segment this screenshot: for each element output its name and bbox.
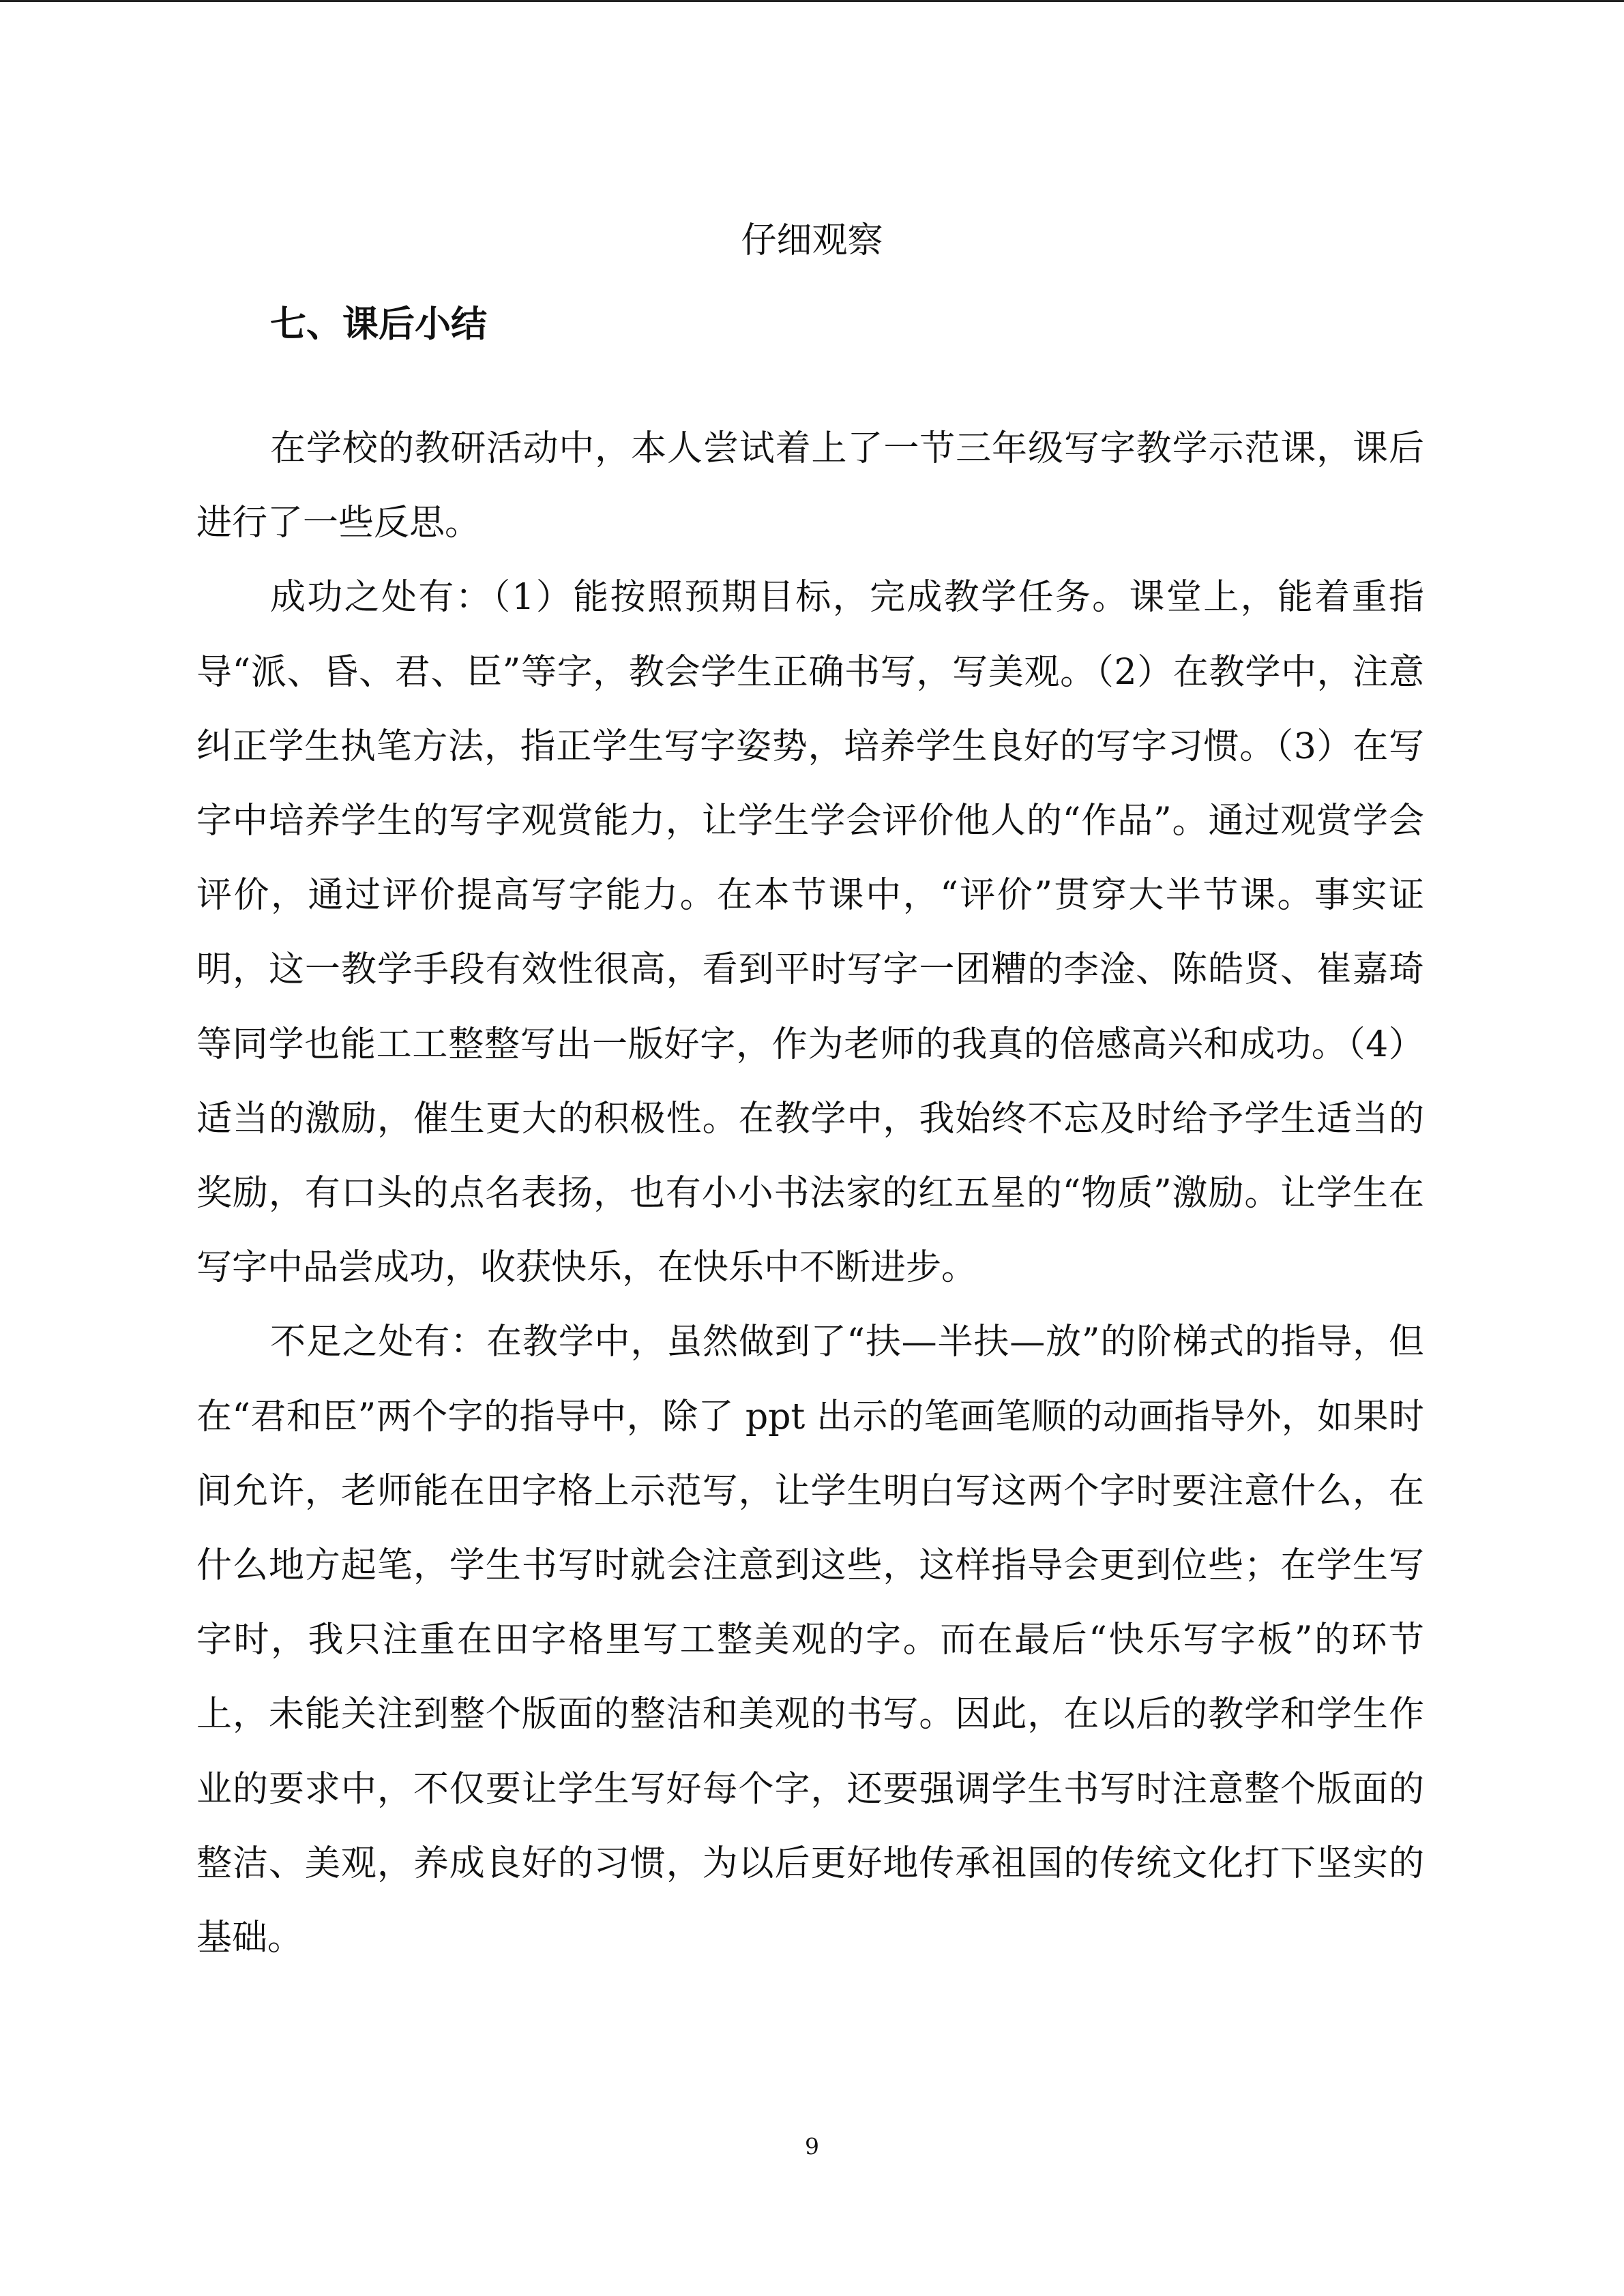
section-subtitle: 仔细观察 [741,220,883,261]
paragraph-intro: 在学校的教研活动中，本人尝试着上了一节三年级写字教学示范课，课后进行了一些反思。 [196,428,1424,544]
paragraph-strengths: 成功之处有：（1）能按照预期目标，完成教学任务。课堂上，能着重指导“派、昏、君、臣”等字，教会学生正确书写，写美观。（2）在教学中，注意纠正学生执笔方法，指正学生写字姿势，培养学生良好的写字习惯。（3）在写字中培养学生的写字观赏能力，让学生学会评价他人的“作品”。通过观赏学会评价，通过评价提高写字能力。在本节课中，“评价”贯穿大半节课。事实证明，这一教学手段有效性很高，看到平时写字一团糟的李淦、陈皓贤、崔嘉琦等同学也能工工整整写出一版好字，作为老师的我真的倍感高兴和成功。（4）适当的激励，催生更大的积极性。在教学中，我始终不忘及时给予学生适当的奖励，有口头的点名表扬，也有小小书法家的红五星的“物质”激励。让学生在写字中品尝成功，收获快乐，在快乐中不断进步。 [196,577,1424,1289]
paragraph-shortcomings: 不足之处有：在教学中，虽然做到了“扶—半扶—放”的阶梯式的指导，但在“君和臣”两个字的指导中，除了 ppt 出示的笔画笔顺的动画指导外，如果时间允许，老师能在田字格上示范写，让学生明白写这两个字时要注意什么，在什么地方起笔，学生书写时就会注意到这些，这样指导会更到位些；在学生写字时，我只注重在田字格里写工整美观的字。而在最后“快乐写字板”的环节上，未能关注到整个版面的整洁和美观的书写。因此，在以后的教学和学生作业的要求中，不仅要让学生写好每个字，还要强调学生书写时注意整个版面的整洁、美观，养成良好的习惯，为以后更好地传承祖国的传统文化打下坚实的基础。 [196,1322,1424,1959]
section-heading: 七、课后小结 [270,303,487,345]
body-text [196,412,1424,1976]
page-number: 9 [805,2133,819,2160]
